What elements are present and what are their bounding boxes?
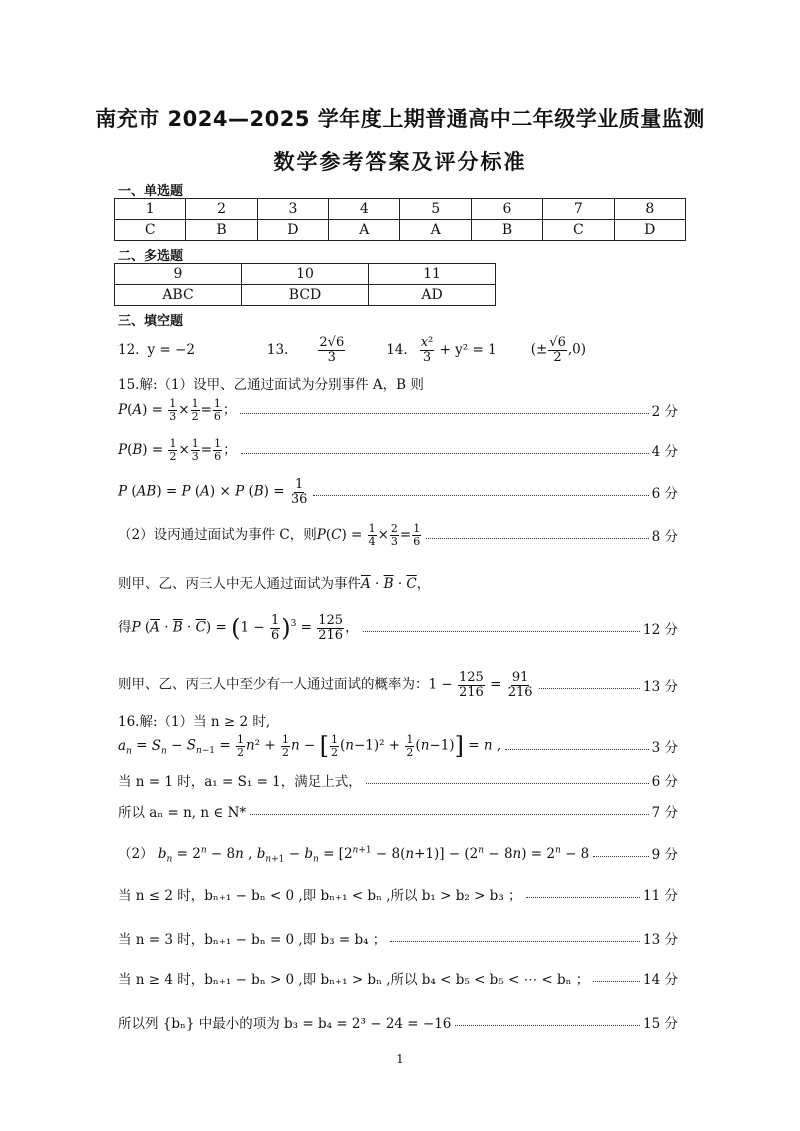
score-label: 7 分 bbox=[651, 805, 678, 821]
score-label: 6 分 bbox=[651, 774, 678, 790]
q15-step-pa: P(A) = $\frac{1}{3}$ × $\frac{1}{2}$ = $\frac{1}{6}$ ； 2 分 bbox=[118, 397, 678, 423]
single-choice-table bbox=[114, 198, 686, 241]
q15-step-pab: P (AB) = P (A) × P (B) = $\frac{1}{36}$ 6 分 bbox=[118, 477, 678, 507]
document-title: 南充市 2024—2025 学年度上期普通高中二年级学业质量监测 bbox=[95, 107, 705, 131]
q15-step-none-prob: 得P $(\overline{A} \cdot \overline{B} \cdot \overline{C}) = (1$ − $\frac{1}{6}$ )$^3$ = $\frac{125}{216}$ ， 12 分 bbox=[118, 613, 678, 643]
table-row bbox=[115, 220, 686, 241]
answer-cell: B bbox=[186, 220, 257, 241]
answer-cell: D bbox=[257, 220, 328, 241]
question-number: 1 bbox=[115, 199, 186, 220]
question-number: 3 bbox=[257, 199, 328, 220]
score-label: 15 分 bbox=[643, 1016, 678, 1032]
q16-step-n1: 当 n = 1 时，a₁ = S₁ = 1，满足上式， 6 分 bbox=[118, 770, 678, 790]
q15-none-pass: 则甲、乙、丙三人中无人通过面试为事件$\overline{A} \cdot \overline{B} \cdot \overline{C}$， bbox=[118, 576, 431, 592]
q16-intro: 16.解:（1）当 n ≥ 2 时, bbox=[118, 714, 271, 730]
multi-choice-table bbox=[114, 263, 496, 306]
section-fill-blank: 三、填空题 bbox=[118, 314, 184, 329]
section-single-choice: 一、单选题 bbox=[118, 184, 184, 199]
q15-step-at-least: 则甲、乙、丙三人中至少有一人通过面试的概率为：1 − $\frac{125}{216}$ = $\frac{91}{216}$ 13 分 bbox=[118, 670, 678, 700]
q16-step-an: $a_n = S_n - S_{n-1}$ = $\frac{1}{2}$ n² + $\frac{1}{2}$ n − [ $\frac{1}{2}$ (n−1)² + $\frac{1}{2}$ (n−1)] = n , 3 分 bbox=[118, 732, 678, 760]
question-number: 5 bbox=[400, 199, 471, 220]
score-label: 11 分 bbox=[643, 888, 678, 904]
q16-step-ge4: 当 n ≥ 4 时，bₙ₊₁ − bₙ > 0 ,即 bₙ₊₁ > bₙ ,所以 b₄ < b₅ < b₅ < ⋯ < bₙ ； 14 分 bbox=[118, 968, 678, 988]
answer-cell: ABC bbox=[115, 285, 242, 306]
q13-answer: $\frac{2√6}{3}$ bbox=[319, 335, 345, 365]
question-number: 2 bbox=[186, 199, 257, 220]
fill-answers-line bbox=[118, 336, 678, 364]
score-label: 6 分 bbox=[651, 486, 678, 503]
q16-step-min: 所以列 {bₙ} 中最小的项为 b₃ = b₄ = 2³ − 24 = −16 15 分 bbox=[118, 1012, 678, 1032]
score-label: 14 分 bbox=[643, 972, 678, 988]
answer-cell: C bbox=[115, 220, 186, 241]
question-number: 9 bbox=[115, 264, 242, 285]
q14-equation: + y² = 1 bbox=[439, 342, 497, 359]
score-label: 8 分 bbox=[651, 529, 678, 546]
score-label: 9 分 bbox=[651, 847, 678, 864]
q16-step-bn: （2） $b_n = 2^n - 8n$ , $b_{n+1} - b_n = [2^{n+1} - 8(n+1)] - (2^n - 8n) = 2^n - 8$ 9 分 bbox=[118, 842, 678, 865]
q16-step-eq3: 当 n = 3 时，bₙ₊₁ − bₙ = 0 ,即 b₃ = b₄ ； 13 分 bbox=[118, 928, 678, 948]
score-label: 13 分 bbox=[643, 679, 678, 696]
question-number: 8 bbox=[614, 199, 685, 220]
answer-cell: A bbox=[400, 220, 471, 241]
answer-cell: BCD bbox=[242, 285, 369, 306]
table-row bbox=[115, 264, 496, 285]
q16-step-le2: 当 n ≤ 2 时，bₙ₊₁ − bₙ < 0 ,即 bₙ₊₁ < bₙ ,所以 b₁ > b₂ > b₃ ； 11 分 bbox=[118, 884, 678, 904]
q15-intro: 15.解:（1）设甲、乙通过面试为分别事件 A，B 则 bbox=[118, 377, 424, 393]
score-label: 2 分 bbox=[651, 404, 678, 421]
question-number: 10 bbox=[242, 264, 369, 285]
section-multi-choice: 二、多选题 bbox=[118, 249, 184, 264]
q13-label: 13. bbox=[266, 342, 289, 359]
q14-label: 14. bbox=[386, 342, 408, 359]
score-label: 3 分 bbox=[651, 740, 678, 756]
table-row bbox=[115, 199, 686, 220]
question-number: 7 bbox=[543, 199, 614, 220]
answer-cell: A bbox=[329, 220, 400, 241]
question-number: 6 bbox=[471, 199, 542, 220]
score-label: 4 分 bbox=[651, 444, 678, 461]
score-label: 13 分 bbox=[643, 932, 678, 948]
answer-cell: C bbox=[543, 220, 614, 241]
answer-cell: D bbox=[614, 220, 685, 241]
q14-fraction: $\frac{\text{x²}}{3}$ bbox=[420, 335, 434, 365]
question-number: 11 bbox=[369, 264, 496, 285]
document-subtitle: 数学参考答案及评分标准 bbox=[273, 150, 527, 174]
score-label: 12 分 bbox=[643, 622, 678, 639]
q15-step-pc: （2）设丙通过面试为事件 C，则P(C) = $\frac{1}{4}$ × $\frac{2}{3}$ = $\frac{1}{6}$ 8 分 bbox=[118, 522, 678, 548]
answer-cell: B bbox=[471, 220, 542, 241]
q15-step-pb: P(B) = $\frac{1}{2}$ × $\frac{1}{3}$ = $\frac{1}{6}$ ； 4 分 bbox=[118, 437, 678, 463]
answer-cell: AD bbox=[369, 285, 496, 306]
q14-foci: (± $\frac{√6}{2}$ ,0) bbox=[530, 335, 586, 365]
q12-answer: y = −2 bbox=[147, 342, 195, 359]
q12-label: 12. bbox=[118, 342, 140, 359]
q16-step-so: 所以 aₙ = n, n ∈ N* 7 分 bbox=[118, 801, 678, 821]
table-row bbox=[115, 285, 496, 306]
question-number: 4 bbox=[329, 199, 400, 220]
page-number: 1 bbox=[396, 1052, 404, 1066]
